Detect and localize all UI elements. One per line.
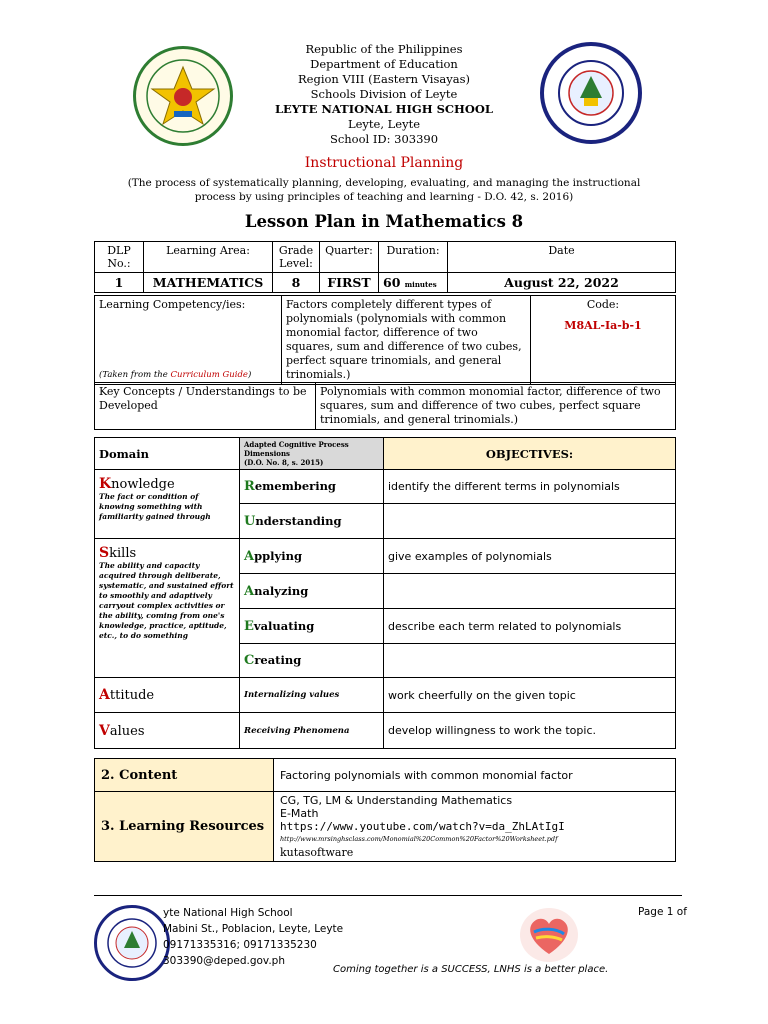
- skills-rest: kills: [109, 546, 137, 561]
- quarter-header: Quarter:: [320, 242, 379, 273]
- header-division: Schools Division of Leyte: [310, 87, 458, 101]
- seal-emblem-icon: [136, 49, 230, 143]
- knowledge-cell: [95, 470, 240, 539]
- adapted-header-ref: (D.O. No. 8, s. 2015): [244, 458, 324, 467]
- taken-from-pre: (Taken from the: [99, 370, 171, 380]
- footer-school: yte National High School: [163, 907, 293, 919]
- objective-remembering: identify the different terms in polynomials: [384, 470, 676, 504]
- values-initial: V: [99, 722, 110, 739]
- key-concepts-label: Key Concepts / Understandings to be Developed: [95, 383, 316, 430]
- quarter-value: FIRST: [320, 273, 379, 293]
- level-remembering: Remembering: [240, 470, 384, 504]
- objectives-header: OBJECTIVES:: [384, 438, 676, 470]
- date-header: Date: [448, 242, 676, 273]
- heart-logo-icon: [520, 908, 578, 962]
- knowledge-desc: The fact or condition of knowing something with familiarity gained through: [99, 492, 211, 521]
- knowledge-rest: nowledge: [111, 477, 175, 492]
- objective-understanding: [384, 504, 676, 539]
- content-label: 2. Content: [95, 759, 274, 792]
- footer-phone: 09171335316; 09171335230: [163, 939, 317, 951]
- knowledge-initial: K: [99, 476, 112, 492]
- values-rest: alues: [109, 723, 145, 739]
- objective-creating: [384, 644, 676, 678]
- values-level: Receiving Phenomena: [240, 713, 384, 749]
- duration-number: 60: [383, 275, 401, 290]
- level-applying: Applying: [240, 539, 384, 574]
- skills-title: [99, 545, 235, 561]
- attitude-objective: work cheerfully on the given topic: [384, 678, 676, 713]
- header-school-id: School ID: 303390: [329, 132, 439, 146]
- resources-list: [274, 792, 676, 862]
- resources-label: 3. Learning Resources: [95, 792, 274, 862]
- taken-from-guide: Curriculum Guide: [170, 370, 248, 380]
- competency-label: Learning Competency/ies:: [99, 298, 246, 311]
- footer-divider: [94, 895, 682, 896]
- resource-2: E-Math: [280, 807, 319, 820]
- content-resources-table: [94, 758, 676, 862]
- objectives-table: [94, 437, 676, 749]
- header-block: [234, 42, 534, 147]
- footer-address: [163, 905, 343, 969]
- header-deped: Department of Education: [310, 57, 458, 71]
- duration-unit: minutes: [404, 280, 437, 289]
- school-emblem-icon: [544, 46, 638, 140]
- level-evaluating: Evaluating: [240, 609, 384, 644]
- values-cell: [95, 713, 240, 749]
- attitude-level: Internalizing values: [240, 678, 384, 713]
- header-town: Leyte, Leyte: [347, 117, 421, 131]
- skills-initial: S: [99, 545, 110, 561]
- date-value: August 22, 2022: [448, 273, 676, 293]
- adapted-header: [240, 438, 384, 470]
- competency-text: Factors completely different types of polynomials (polynomials with common monomial factor, difference of two squares, sum and difference of two cubes, perfect square trinomials, and general trinomials.): [282, 296, 531, 385]
- planning-title: Instructional Planning: [304, 155, 464, 171]
- code-cell: [531, 296, 676, 385]
- key-concepts-table: [94, 382, 676, 430]
- dlp-header: DLP No.:: [95, 242, 144, 273]
- knowledge-title: [99, 476, 235, 492]
- footer-street: Mabini St., Poblacion, Leyte, Leyte: [163, 923, 344, 935]
- footer-email: 303390@deped.gov.ph: [163, 955, 285, 967]
- level-analyzing: Analyzing: [240, 574, 384, 609]
- grade-header: Grade Level:: [273, 242, 320, 273]
- objective-evaluating: describe each term related to polynomials: [384, 609, 676, 644]
- attitude-initial: A: [99, 687, 110, 703]
- content-text: Factoring polynomials with common monomial factor: [274, 759, 676, 792]
- attitude-cell: [95, 678, 240, 713]
- grade-value: 8: [273, 273, 320, 293]
- dlp-value: 1: [95, 273, 144, 293]
- level-creating: Creating: [240, 644, 384, 678]
- header-region: Region VIII (Eastern Visayas): [298, 72, 470, 86]
- competency-table: [94, 295, 676, 385]
- code-label: Code:: [586, 298, 620, 311]
- code-value: M8AL-Ia-b-1: [564, 319, 642, 332]
- objective-applying: give examples of polynomials: [384, 539, 676, 574]
- duration-header: Duration:: [379, 242, 448, 273]
- lnhs-seal: [540, 42, 642, 144]
- values-objective: develop willingness to work the topic.: [384, 713, 676, 749]
- taken-from-note: [99, 370, 251, 381]
- skills-cell: [95, 539, 240, 678]
- header-republic: Republic of the Philippines: [305, 42, 463, 56]
- footer-motto: Coming together is a SUCCESS, LNHS is a better place.: [333, 964, 609, 975]
- area-value: MATHEMATICS: [144, 273, 273, 293]
- taken-from-post: ): [247, 370, 252, 380]
- competency-label-cell: [95, 296, 282, 385]
- lesson-title: Lesson Plan in Mathematics 8: [244, 212, 524, 231]
- duration-value: [379, 273, 448, 293]
- resource-worksheet-link[interactable]: http://www.mrsinghsclass.com/Monomial%20Common%20Factor%20Worksheet.pdf: [280, 835, 558, 843]
- footer-page-number: Page 1 of: [638, 906, 687, 918]
- domain-header: [95, 438, 240, 470]
- schools-division-seal: [133, 46, 233, 146]
- objective-analyzing: [384, 574, 676, 609]
- level-understanding: Understanding: [240, 504, 384, 539]
- skills-desc: The ability and capacity acquired through deliberate, systematic, and sustained effort to smoothly and adaptively carryout complex activities or the ability, coming from one's knowledge, practice, aptitude, etc., to do something: [99, 561, 234, 640]
- domain-header-label: Domain: [99, 446, 149, 461]
- adapted-header-label: Adapted Cognitive Process Dimensions: [244, 440, 349, 458]
- footer-emblem-icon: [97, 908, 167, 978]
- resource-youtube-link[interactable]: https://www.youtube.com/watch?v=da_ZhLAtIgI: [280, 820, 565, 833]
- footer-lnhs-seal: [94, 905, 170, 981]
- planning-description: (The process of systematically planning, developing, evaluating, and managing the instructional process by using principles of teaching and learning - D.O. 42, s. 2016): [127, 177, 641, 203]
- area-header: Learning Area:: [144, 242, 273, 273]
- resource-1: CG, TG, LM & Understanding Mathematics: [280, 794, 513, 807]
- resource-5: kutasoftware: [280, 846, 354, 859]
- header-school-name: LEYTE NATIONAL HIGH SCHOOL: [274, 102, 494, 116]
- footer-partner-logo: [520, 908, 578, 962]
- lesson-info-table: [94, 241, 676, 293]
- attitude-rest: ttitude: [109, 688, 155, 703]
- key-concepts-text: Polynomials with common monomial factor, difference of two squares, sum and difference of two cubes, perfect square trinomials, and general trinomials.): [316, 383, 676, 430]
